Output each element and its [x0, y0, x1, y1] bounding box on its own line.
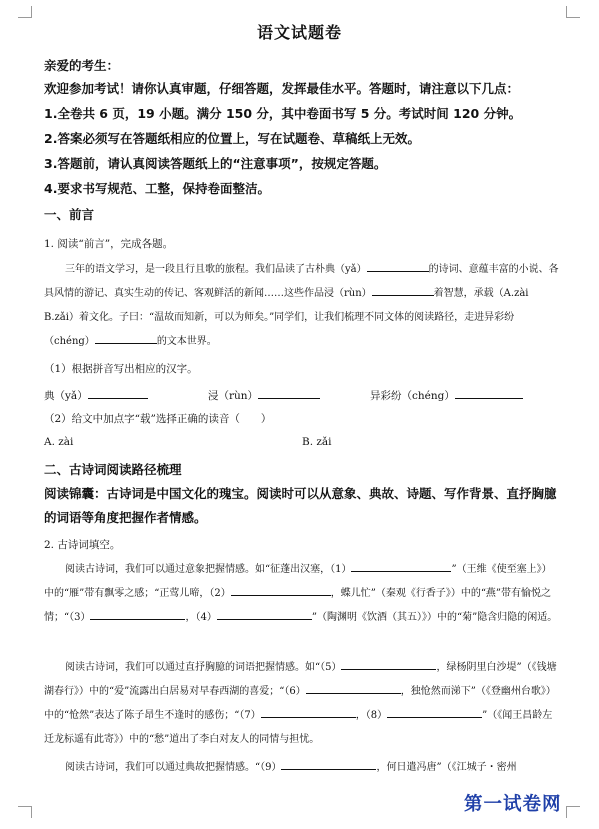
question-2-stem: 2. 古诗词填空。	[44, 539, 121, 551]
reading-tip: 阅读锦囊：古诗词是中国文化的瑰宝。阅读时可以从意象、典故、诗题、写作背景、直抒胸臆的词语等角度把握作者情感。	[44, 486, 557, 525]
fill-label: 异彩纷（chéng）	[370, 390, 455, 402]
subquestion-1: （1）根据拼音写出相应的汉字。	[44, 363, 198, 375]
section-1-heading: 一、前言	[44, 207, 95, 222]
question-1-stem: 1. 阅读“前言”，完成各题。	[44, 238, 174, 250]
fill-item-1	[44, 386, 148, 403]
crop-mark-top-left	[18, 6, 32, 18]
answer-blank[interactable]	[455, 386, 523, 399]
passage-text: 的文本世界。	[156, 336, 217, 347]
page-title: 语文试题卷	[256, 23, 342, 42]
answer-blank[interactable]	[281, 757, 376, 770]
answer-blank[interactable]	[95, 331, 157, 344]
answer-blank[interactable]	[258, 386, 320, 399]
answer-blank[interactable]	[387, 705, 482, 718]
answer-blank[interactable]	[367, 259, 429, 272]
paragraph-text: ，（4）	[185, 612, 217, 623]
paragraph-text: ”（《闻王昌龄左迁龙标遥有此寄》）中的“愁”道出了李白对友人的同情与担忧。	[44, 710, 553, 745]
crop-mark-top-right	[566, 6, 580, 18]
site-watermark-logo: 第一试卷网	[464, 794, 562, 815]
passage-text: 三年的语文学习，是一段且行且歌的旅程。我们品读了古朴典（yǎ）	[65, 264, 367, 275]
answer-blank[interactable]	[88, 386, 148, 399]
section-2-heading: 二、古诗词阅读路径梳理	[44, 462, 182, 477]
fill-label: 典（yǎ）	[44, 390, 88, 402]
passage-text: 着智慧，承载（A.zài B.zǎi）着文化。子曰：“温故而知新，可以为师矣。”同学们，让我们梳理不同文体的阅读路径，走进异彩纷（chéng）	[44, 288, 539, 347]
paragraph-text: 阅读古诗词，我们可以通过直抒胸臆的词语把握情感。如“（5）	[65, 662, 342, 673]
rule-4: 4.要求书写规范、工整，保持卷面整洁。	[44, 181, 270, 196]
preface-passage	[44, 258, 559, 354]
fill-item-2	[208, 386, 320, 403]
greeting: 亲爱的考生：	[44, 58, 120, 73]
paragraph-text: ，绿杨阴里白沙堤”（《钱塘湖春行》）中的“爱”流露出白居易对早春西湖的喜爱；“（6）	[44, 662, 557, 697]
rule-3: 3.答题前，请认真阅读答题纸上的“注意事项”，按规定答题。	[44, 156, 387, 171]
poetry-paragraph-1	[44, 558, 559, 630]
paragraph-text: 阅读古诗词，我们可以通过意象把握情感。如“征蓬出汉塞，（1）	[65, 564, 352, 575]
rule-2: 2.答案必须写在答题纸相应的位置上，写在试题卷、草稿纸上无效。	[44, 131, 420, 146]
answer-blank[interactable]	[372, 283, 434, 296]
option-a: A. zài	[44, 436, 74, 448]
answer-blank[interactable]	[261, 705, 356, 718]
crop-mark-bottom-right	[566, 806, 580, 818]
poetry-paragraph-3	[44, 756, 559, 780]
rule-1: 1.全卷共 6 页，19 小题。满分 150 分，其中卷面书写 5 分。考试时间 120 分钟。	[44, 106, 522, 121]
answer-blank[interactable]	[90, 607, 185, 620]
instructions-intro: 欢迎参加考试！请你认真审题，仔细答题，发挥最佳水平。答题时，请注意以下几点：	[44, 81, 520, 96]
answer-blank[interactable]	[351, 559, 451, 572]
paragraph-text: ，蝶儿忙”（秦观《行香子》）中的“燕”带有愉悦之情；“（3）	[44, 588, 552, 623]
fill-label: 浸（rùn）	[208, 390, 259, 402]
answer-blank[interactable]	[306, 681, 401, 694]
answer-blank[interactable]	[231, 583, 331, 596]
paragraph-text: ，（8）	[355, 710, 388, 721]
fill-item-3	[370, 386, 523, 403]
option-b: B. zǎi	[302, 436, 332, 448]
passage-text: 的诗词、意蕴丰富的小说、各具风情的游记、真实生动的传记、客观鲜活的新闻……这些作品浸（rùn）	[44, 264, 559, 299]
answer-blank[interactable]	[217, 607, 312, 620]
paragraph-text: ，何日遣冯唐”（《江城子・密州	[376, 762, 517, 773]
paragraph-text: ，独怆然而涕下”（《登幽州台歌》）中的“怆然”表达了陈子昂生不逢时的感伤；“（7）	[44, 686, 556, 721]
paragraph-text: ”（王维《使至塞上》）中的“雁”带有飘零之感；“正莺儿啼，（2）	[44, 564, 552, 599]
paragraph-text: ”（陶渊明《饮酒（其五）》）中的“菊”隐含归隐的闲适。	[311, 612, 558, 623]
paragraph-text: 阅读古诗词，我们可以通过典故把握情感。“（9）	[65, 762, 282, 773]
crop-mark-bottom-left	[18, 806, 32, 818]
answer-blank[interactable]	[341, 657, 436, 670]
poetry-paragraph-2	[44, 656, 559, 752]
subquestion-2: （2）给文中加点字“载”选择正确的读音（ ）	[44, 413, 272, 425]
